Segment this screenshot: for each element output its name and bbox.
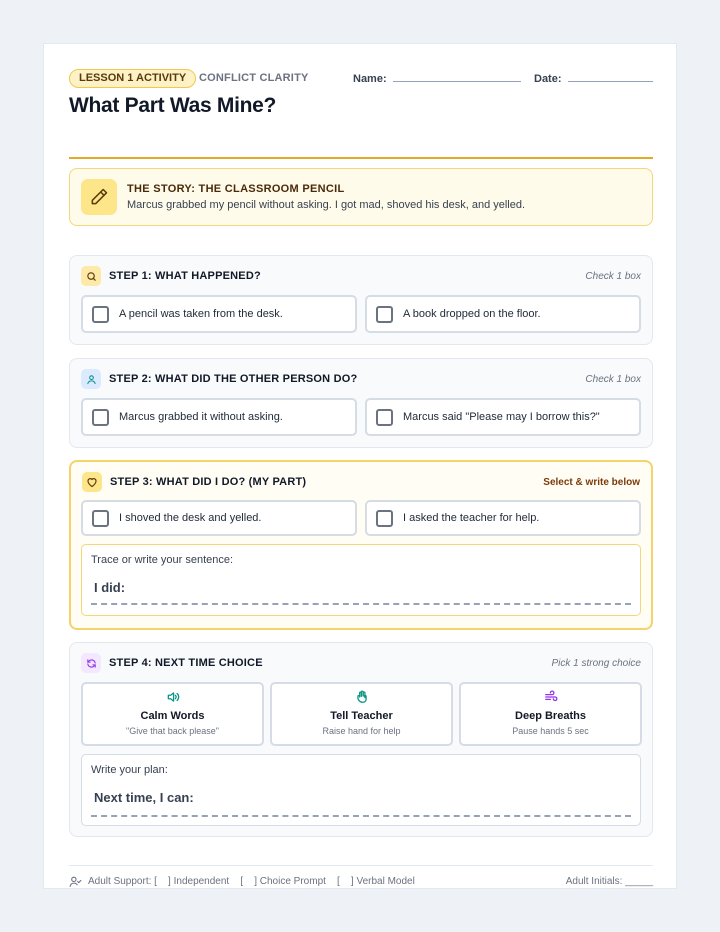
adult-initials: Adult Initials: _____ bbox=[565, 876, 653, 887]
step-3-option-2[interactable] bbox=[365, 500, 641, 536]
step-3-card bbox=[69, 460, 653, 630]
step-1-option-2[interactable] bbox=[365, 295, 641, 333]
choice-subtitle: Raise hand for help bbox=[322, 726, 401, 736]
step-2-option-2[interactable] bbox=[365, 398, 641, 436]
pencil-icon bbox=[81, 179, 117, 215]
step-2-card bbox=[69, 358, 653, 448]
option-label: Marcus grabbed it without asking. bbox=[119, 411, 283, 423]
step-1-card bbox=[69, 255, 653, 345]
hand-icon bbox=[272, 690, 451, 706]
checkbox[interactable] bbox=[376, 510, 393, 527]
date-label: Date: bbox=[534, 73, 562, 85]
name-label: Name: bbox=[353, 73, 387, 85]
worksheet-page bbox=[43, 43, 677, 889]
step-4-write-box[interactable] bbox=[81, 754, 641, 826]
worksheet-content bbox=[69, 69, 653, 887]
choice-subtitle: "Give that back please" bbox=[126, 726, 219, 736]
search-icon bbox=[81, 266, 101, 286]
step-2-note: Check 1 box bbox=[585, 374, 641, 385]
sentence-starter: I did: bbox=[94, 580, 126, 595]
step-1-option-1[interactable] bbox=[81, 295, 357, 333]
checkbox[interactable] bbox=[376, 409, 393, 426]
story-heading: THE STORY: THE CLASSROOM PENCIL bbox=[127, 183, 345, 195]
lesson-badge: LESSON 1 ACTIVITY bbox=[69, 69, 196, 88]
write-prompt: Trace or write your sentence: bbox=[91, 554, 234, 566]
refresh-icon bbox=[81, 653, 101, 673]
option-label: I asked the teacher for help. bbox=[403, 512, 540, 524]
sentence-starter: Next time, I can: bbox=[94, 790, 194, 805]
step-3-title: STEP 3: WHAT DID I DO? (MY PART) bbox=[110, 476, 307, 488]
speaker-icon bbox=[83, 690, 262, 706]
checkbox[interactable] bbox=[92, 409, 109, 426]
choice-title: Calm Words bbox=[140, 710, 205, 722]
user-check-icon bbox=[69, 875, 82, 891]
user-icon bbox=[81, 369, 101, 389]
checkbox[interactable] bbox=[92, 510, 109, 527]
step-3-write-box[interactable] bbox=[81, 544, 641, 616]
page-title: What Part Was Mine? bbox=[69, 94, 277, 117]
story-box bbox=[69, 168, 653, 226]
date-field[interactable] bbox=[568, 81, 653, 82]
write-prompt: Write your plan: bbox=[91, 764, 168, 776]
choice-calm-words[interactable] bbox=[81, 682, 264, 746]
writing-line[interactable] bbox=[91, 815, 631, 817]
name-field[interactable] bbox=[393, 81, 521, 82]
choice-title: Tell Teacher bbox=[330, 710, 393, 722]
worksheet-footer bbox=[69, 865, 653, 895]
writing-line[interactable] bbox=[91, 603, 631, 605]
step-2-title: STEP 2: WHAT DID THE OTHER PERSON DO? bbox=[109, 373, 358, 385]
story-text: Marcus grabbed my pencil without asking. I got mad, shoved his desk, and yelled. bbox=[127, 199, 526, 211]
step-2-option-1[interactable] bbox=[81, 398, 357, 436]
checkbox[interactable] bbox=[92, 306, 109, 323]
wind-icon bbox=[461, 690, 640, 706]
option-label: A book dropped on the floor. bbox=[403, 308, 541, 320]
choice-tell-teacher[interactable] bbox=[270, 682, 453, 746]
step-1-title: STEP 1: WHAT HAPPENED? bbox=[109, 270, 261, 282]
step-3-option-1[interactable] bbox=[81, 500, 357, 536]
choice-deep-breaths[interactable] bbox=[459, 682, 642, 746]
checkbox[interactable] bbox=[376, 306, 393, 323]
option-label: A pencil was taken from the desk. bbox=[119, 308, 283, 320]
lesson-subtitle: CONFLICT CLARITY bbox=[199, 72, 309, 84]
step-4-title: STEP 4: NEXT TIME CHOICE bbox=[109, 657, 263, 669]
option-label: I shoved the desk and yelled. bbox=[119, 512, 262, 524]
step-3-note: Select & write below bbox=[543, 477, 640, 488]
step-1-note: Check 1 box bbox=[585, 271, 641, 282]
step-4-note: Pick 1 strong choice bbox=[551, 658, 641, 669]
heart-icon bbox=[82, 472, 102, 492]
choice-subtitle: Pause hands 5 sec bbox=[512, 726, 589, 736]
option-label: Marcus said "Please may I borrow this?" bbox=[403, 411, 600, 423]
choice-title: Deep Breaths bbox=[515, 710, 586, 722]
worksheet-header bbox=[69, 69, 653, 159]
adult-support-options: Adult Support: [ ] Independent [ ] Choice Prompt [ ] Verbal Model bbox=[88, 876, 415, 887]
step-4-card bbox=[69, 642, 653, 837]
